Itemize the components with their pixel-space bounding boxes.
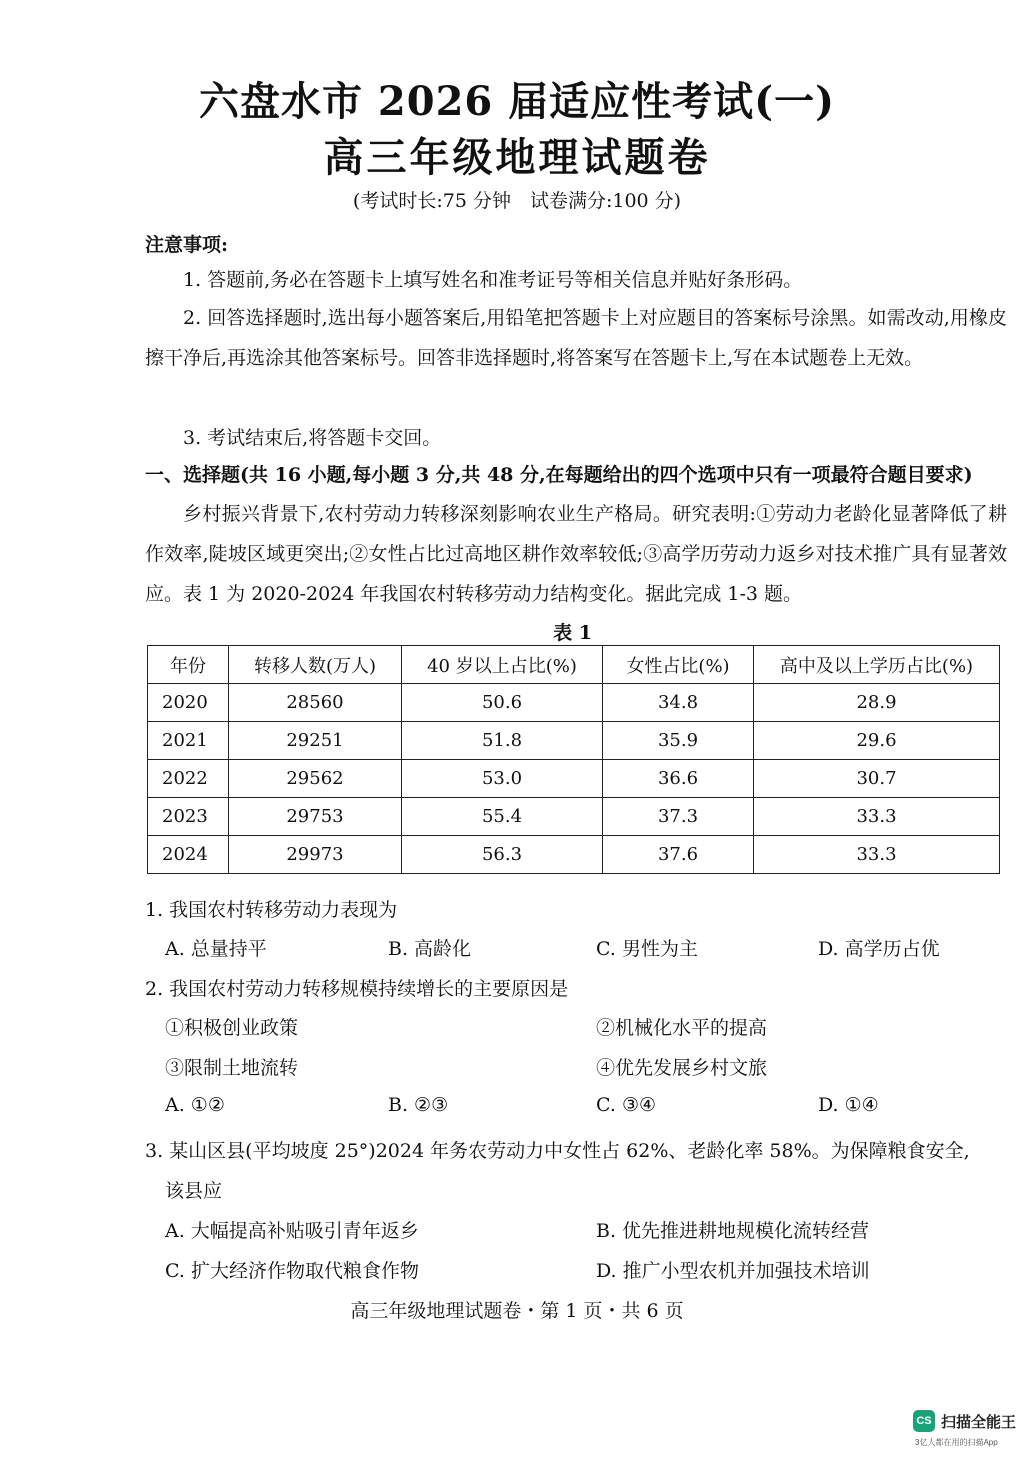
table-cell: 33.3 — [754, 798, 1000, 836]
question-2-statement-4: ④优先发展乡村文旅 — [596, 1057, 768, 1079]
question-3-option-b: B. 优先推进耕地规模化流转经营 — [596, 1220, 870, 1242]
question-2-option-d: D. ①④ — [818, 1094, 879, 1116]
table-row — [148, 722, 1000, 760]
exam-subject-title: 高三年级地理试题卷 — [323, 134, 711, 181]
exam-title: 六盘水市 2026 届适应性考试(一) — [198, 78, 836, 125]
table-cell: 56.3 — [402, 836, 603, 874]
watermark-tagline: 3亿人都在用的扫描App — [915, 1438, 998, 1447]
table-cell: 29.6 — [754, 722, 1000, 760]
question-1-option-a: A. 总量持平 — [165, 938, 267, 960]
question-2-statement-1: ①积极创业政策 — [165, 1017, 299, 1039]
question-2-stem: 2. 我国农村劳动力转移规模持续增长的主要原因是 — [145, 978, 569, 1000]
table-cell: 2023 — [148, 798, 229, 836]
watermark-name: 扫描全能王 — [941, 1413, 1017, 1431]
table-cell: 34.8 — [603, 684, 754, 722]
question-3-stem-line-2: 该县应 — [165, 1180, 223, 1202]
table-row — [148, 836, 1000, 874]
table-row — [148, 760, 1000, 798]
table-cell: 29562 — [229, 760, 402, 798]
table-cell: 50.6 — [402, 684, 603, 722]
question-2-statement-3: ③限制土地流转 — [165, 1057, 299, 1079]
table-header-cell: 转移人数(万人) — [229, 646, 402, 684]
table-header-cell: 年份 — [148, 646, 229, 684]
question-2-option-b: B. ②③ — [388, 1094, 449, 1116]
camscanner-logo-icon: CS — [913, 1410, 935, 1432]
table-cell: 28560 — [229, 684, 402, 722]
table-cell: 2022 — [148, 760, 229, 798]
table-cell: 2021 — [148, 722, 229, 760]
table-row — [148, 798, 1000, 836]
question-2-statement-2: ②机械化水平的提高 — [596, 1017, 768, 1039]
table-cell: 2024 — [148, 836, 229, 874]
table-cell: 29753 — [229, 798, 402, 836]
notice-item-3: 3. 考试结束后,将答题卡交回。 — [183, 427, 442, 449]
notice-item-2: 2. 回答选择题时,选出每小题答案后,用铅笔把答题卡上对应题目的答案标号涂黑。如需改动,用橡皮擦干净后,再选涂其他答案标号。回答非选择题时,将答案写在答题卡上,写在本试题卷上无效。 — [145, 307, 1007, 369]
table-header-row — [148, 646, 1000, 684]
table-cell: 28.9 — [754, 684, 1000, 722]
table-cell: 37.6 — [603, 836, 754, 874]
question-3-option-d: D. 推广小型农机并加强技术培训 — [596, 1260, 870, 1282]
question-1-option-b: B. 高龄化 — [388, 938, 472, 960]
question-1-option-d: D. 高学历占优 — [818, 938, 940, 960]
table-cell: 37.3 — [603, 798, 754, 836]
table-cell: 2020 — [148, 684, 229, 722]
question-3-option-c: C. 扩大经济作物取代粮食作物 — [165, 1260, 419, 1282]
table-cell: 35.9 — [603, 722, 754, 760]
material-text: 乡村振兴背景下,农村劳动力转移深刻影响农业生产格局。研究表明:①劳动力老龄化显著降低了耕作效率,陡坡区域更突出;②女性占比过高地区耕作效率较低;③高学历劳动力返乡对技术推广具有显著效应。表 1 为 2020-2024 年我国农村转移劳动力结构变化。据此完成 1-3 题。 — [145, 503, 1007, 605]
exam-duration-info: (考试时长:75 分钟 试卷满分:100 分) — [352, 190, 682, 212]
scanner-watermark — [913, 1410, 1016, 1432]
table-cell: 33.3 — [754, 836, 1000, 874]
table-cell: 36.6 — [603, 760, 754, 798]
question-1-option-c: C. 男性为主 — [596, 938, 698, 960]
data-table — [147, 645, 1000, 874]
question-3-option-a: A. 大幅提高补贴吸引青年返乡 — [165, 1220, 419, 1242]
table-caption: 表 1 — [553, 622, 592, 644]
section-heading: 一、选择题(共 16 小题,每小题 3 分,共 48 分,在每题给出的四个选项中只有一项最符合题目要求) — [145, 464, 973, 486]
table-header-cell: 40 岁以上占比(%) — [402, 646, 603, 684]
question-3-stem-line-1: 3. 某山区县(平均坡度 25°)2024 年务农劳动力中女性占 62%、老龄化率 58%。为保障粮食安全, — [145, 1140, 970, 1162]
table-cell: 53.0 — [402, 760, 603, 798]
question-2-option-a: A. ①② — [165, 1094, 225, 1116]
question-1-stem: 1. 我国农村转移劳动力表现为 — [145, 899, 398, 921]
notice-heading: 注意事项: — [145, 234, 229, 256]
question-2-option-c: C. ③④ — [596, 1094, 657, 1116]
page-footer: 高三年级地理试题卷・第 1 页・共 6 页 — [350, 1300, 684, 1322]
table-header-cell: 女性占比(%) — [603, 646, 754, 684]
notice-item-1: 1. 答题前,务必在答题卡上填写姓名和准考证号等相关信息并贴好条形码。 — [183, 269, 803, 291]
table-cell: 29251 — [229, 722, 402, 760]
table-cell: 30.7 — [754, 760, 1000, 798]
table-header-cell: 高中及以上学历占比(%) — [754, 646, 1000, 684]
table-cell: 29973 — [229, 836, 402, 874]
table-row — [148, 684, 1000, 722]
table-cell: 51.8 — [402, 722, 603, 760]
table-cell: 55.4 — [402, 798, 603, 836]
